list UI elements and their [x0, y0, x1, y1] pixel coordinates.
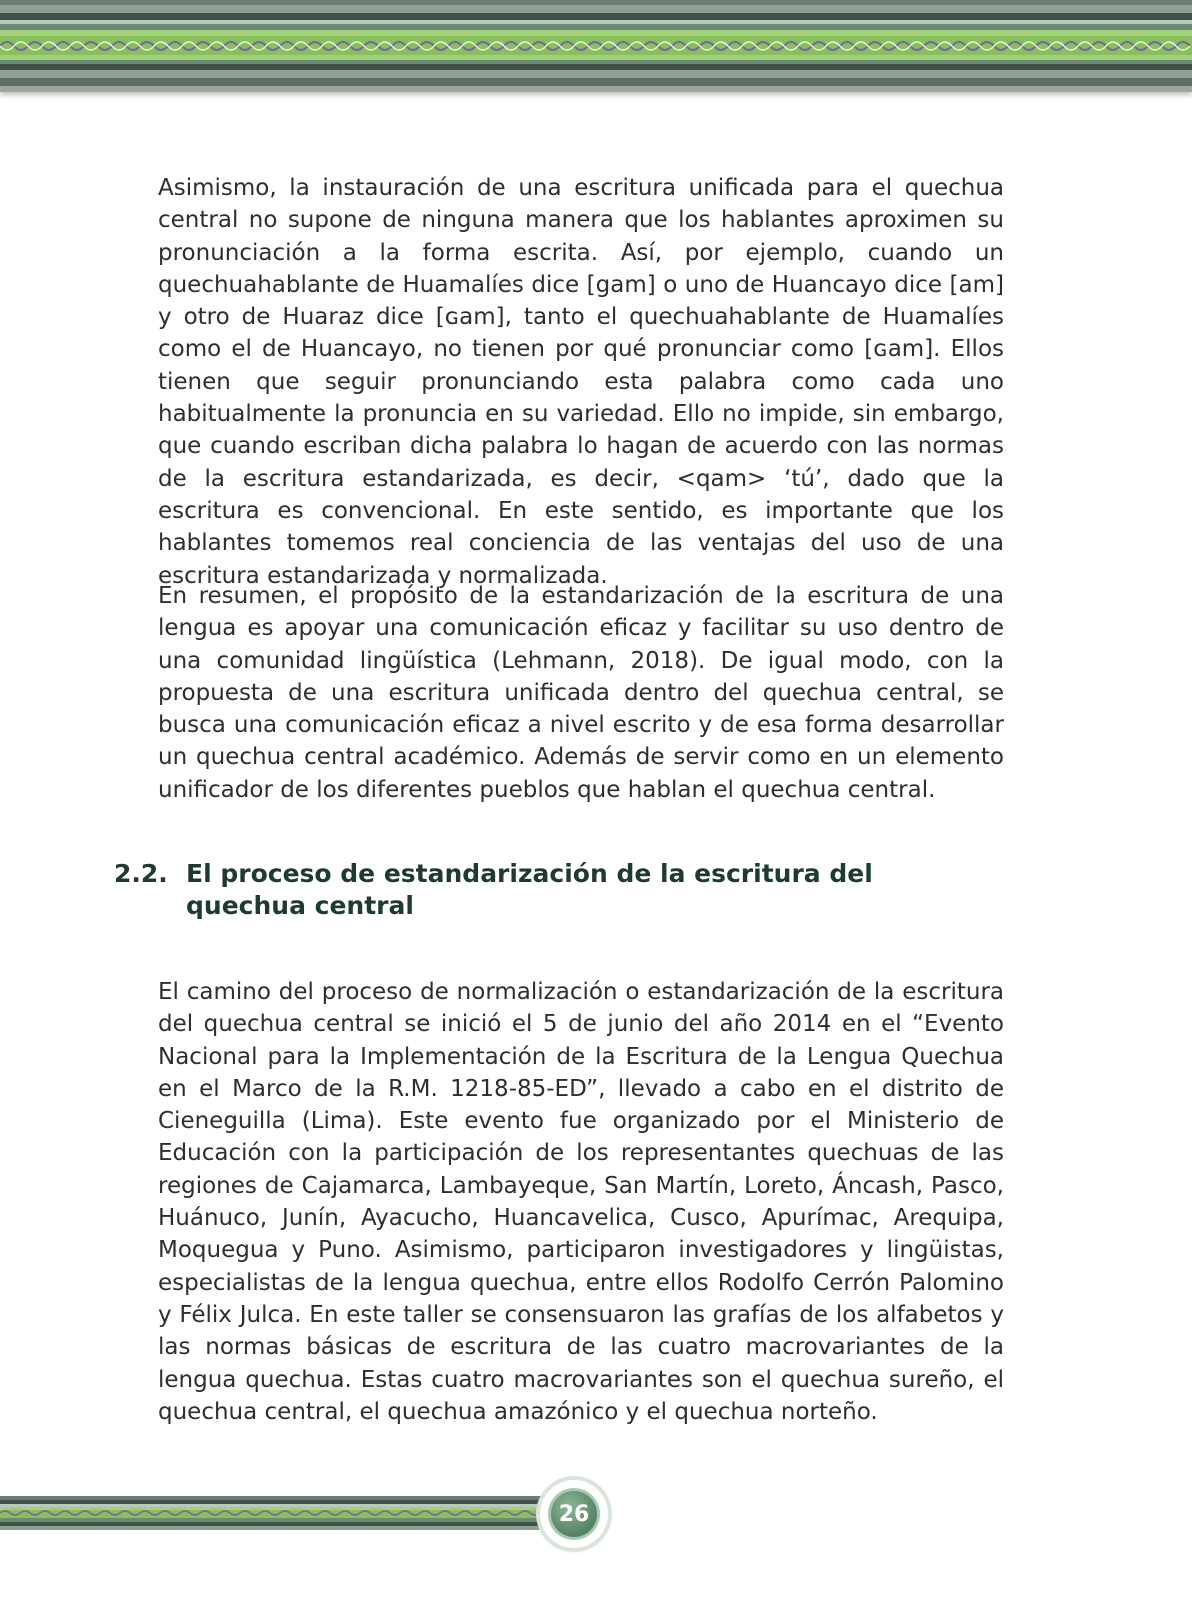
section-title: El proceso de estandarización de la escritura del quechua central: [186, 859, 873, 920]
body-paragraph: Asimismo, la instauración de una escritura unificada para el quechua central no supone de ninguna manera que los hablantes aproximen su pronunciación a la forma escrita. Así, por ejemplo, cuando un quechuahablante de Huamalíes dice [gam] o uno de Huancayo dice [am] y otro de Huaraz dice [ɢam], tanto el quechuahablante de Huamalíes como el de Huancayo, no tienen por qué pronunciar como [ɢam]. Ellos tienen que seguir pronunciando esta palabra como cada uno habitualmente la pronuncia en su variedad. Ello no impide, sin embargo, que cuando escriban dicha palabra lo hagan de acuerdo con las normas de la escritura estandarizada, es decir, <qam> ‘tú’, dado que la escritura es convencional. En este sentido, es importante que los hablantes tomemos real conciencia de las ventajas del uso de una escritura estandarizada y normalizada.: [158, 175, 1004, 589]
section-heading: [114, 858, 994, 922]
woven-pattern-icon: [0, 1509, 600, 1517]
woven-pattern-icon: [0, 38, 1192, 54]
body-paragraph: En resumen, el propósito de la estandarización de la escritura de una lengua es apoyar una comunicación eficaz y facilitar su uso dentro de una comunidad lingüística (Lehmann, 2018). De igual modo, con la propuesta de una escritura unificada dentro del quechua central, se busca una comunicación eficaz a nivel escrito y de esa forma desarrollar un quechua central académico. Además de servir como en un elemento unificador de los diferentes pueblos que hablan el quechua central.: [158, 583, 1004, 803]
section-number: 2.2.: [114, 859, 168, 888]
top-decorative-band: [0, 0, 1192, 92]
body-paragraph: El camino del proceso de normalización o estandarización de la escritura del quechua central se inició el 5 de junio del año 2014 en el “Evento Nacional para la Implementación de la Escritura de la Lengua Quechua en el Marco de la R.M. 1218-85-ED”, llevado a cabo en el distrito de Cieneguilla (Lima). Este evento fue organizado por el Ministerio de Educación con la participación de los representantes quechuas de las regiones de Cajamarca, Lambayeque, San Martín, Loreto, Áncash, Pasco, Huánuco, Junín, Ayacucho, Huancavelica, Cusco, Apurímac, Arequipa, Moquegua y Puno. Asimismo, participaron investigadores y lingüistas, especialistas de la lengua quechua, entre ellos Rodolfo Cerrón Palomino y Félix Julca. En este taller se consensuaron las grafías de los alfabetos y las normas básicas de escritura de las cuatro macrovariantes de la lengua quechua. Estas cuatro macrovariantes son el quechua sureño, el quechua central, el quechua amazónico y el quechua norteño.: [158, 979, 1004, 1425]
bottom-decorative-band: [0, 1496, 600, 1530]
page-number-badge: [540, 1480, 608, 1548]
page-number: 26: [548, 1488, 600, 1540]
